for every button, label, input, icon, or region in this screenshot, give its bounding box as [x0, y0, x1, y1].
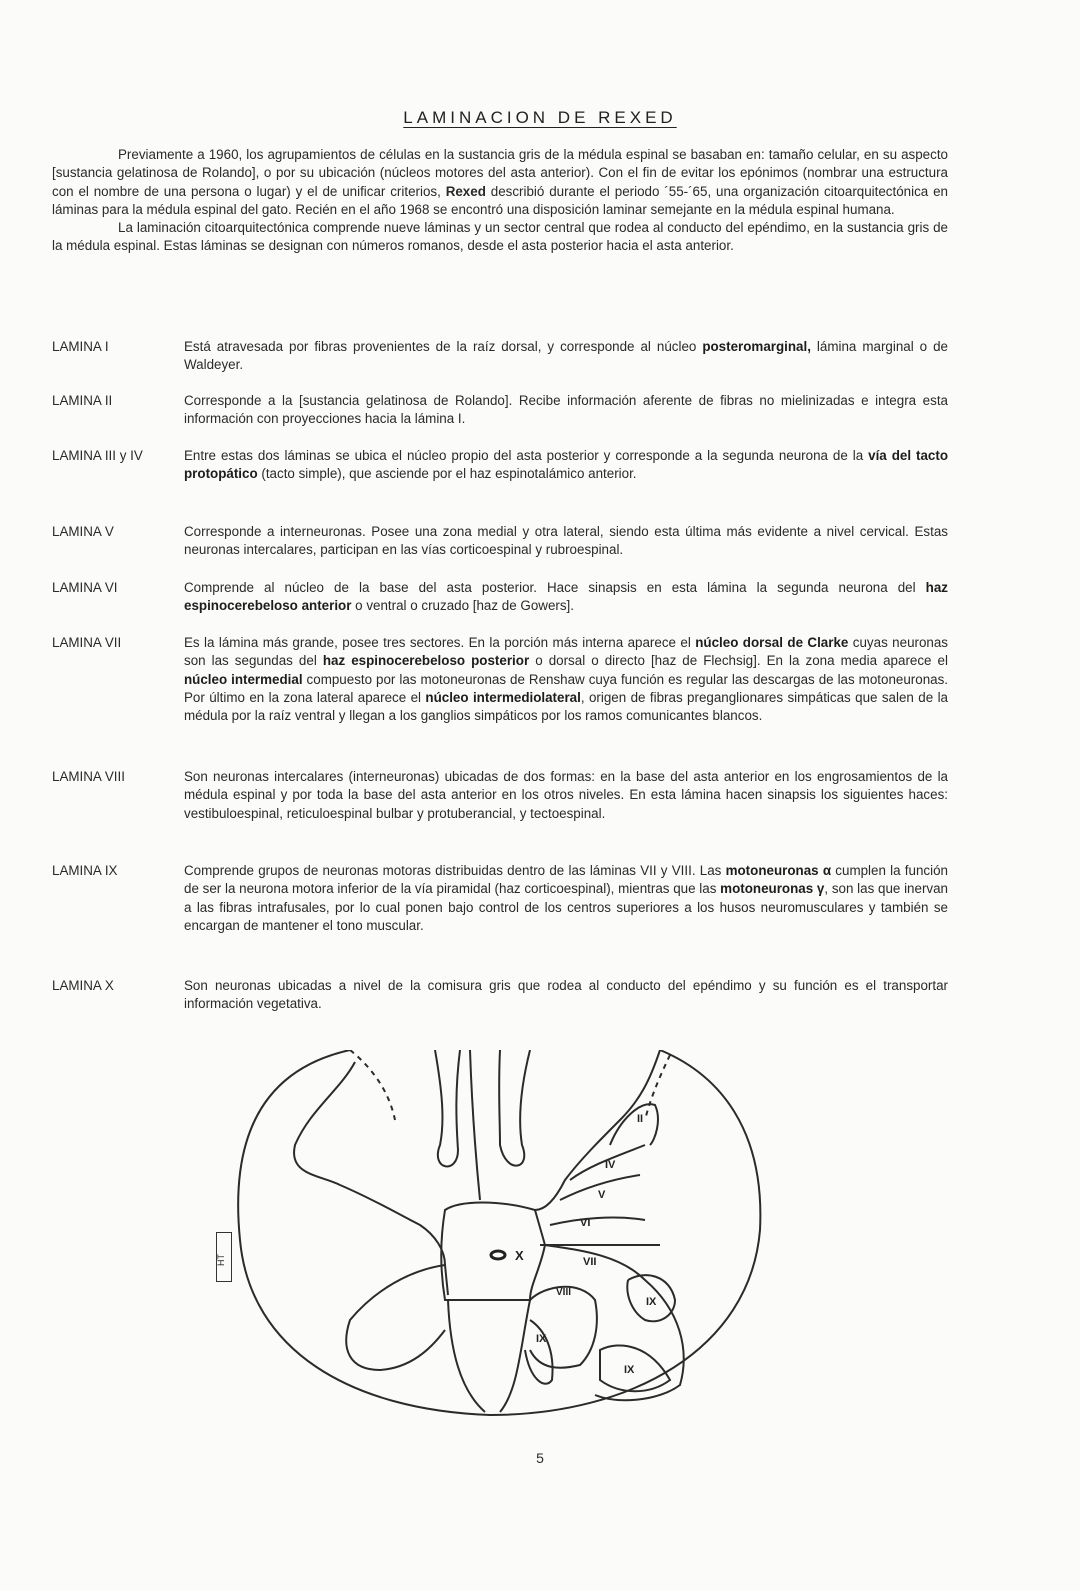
label-lamina-ii: II — [637, 1113, 644, 1125]
lamina-description: Entre estas dos láminas se ubica el núcleo propio del asta posterior y corresponde a la segunda neurona de la vía del tacto protopático (tacto simple), que asciende por el haz espinotalámico anterior. — [184, 448, 948, 482]
lamina-entry-7 — [52, 634, 948, 725]
intro-paragraph-2 — [52, 219, 948, 256]
lamina-description: Es la lámina más grande, posee tres sectores. En la porción más interna aparece el núcleo dorsal de Clarke cuyas neuronas son las segundas del haz espinocerebeloso posterior o dorsal o directo [haz de Flechsig]. En la zona media aparece el núcleo intermedial compuesto por las motoneuronas de Renshaw cuya función es regular las descargas de las motoneuronas. Por último en la zona lateral aparece el núcleo intermediolateral, origen de fibras preganglionares simpáticas que salen de la médula por la raíz ventral y llegan a los ganglios simpáticos por los ramos comunicantes blancos. — [184, 635, 949, 724]
lamina-ii-arc — [610, 1104, 658, 1145]
stamp-mark: HT — [216, 1232, 232, 1282]
label-lamina-viii: VIII — [556, 1287, 572, 1298]
right-ventral-horn — [545, 1245, 684, 1400]
label-lamina-vi: VI — [580, 1217, 591, 1229]
lamina-entry-6 — [52, 579, 948, 616]
label-lamina-v: V — [598, 1189, 606, 1201]
lamina-entry-8 — [52, 768, 948, 823]
page-number: 5 — [536, 1450, 544, 1466]
lamina-description: Comprende al núcleo de la base del asta posterior. Hace sinapsis en esta lámina la segunda neurona del haz espinocerebeloso anterior o ventral o cruzado [haz de Gowers]. — [184, 580, 948, 614]
intro-p1-b: describió durante el periodo ´55-´65, una organización citoarquitectónica en láminas para la médula espinal del gato. Recién en el año 1968 se encontró una disposición laminar semejante en la médula espinal humana. — [52, 183, 948, 217]
lamina-label: LAMINA VI — [52, 580, 118, 595]
lamina-entry-10 — [52, 977, 948, 1014]
lamina-label: LAMINA V — [52, 524, 114, 539]
lamina-label: LAMINA X — [52, 978, 114, 993]
intro-p1-a: Previamente a 1960, los agrupamientos de células en la sustancia gris de la médula espinal se basaban en: tamaño celular, en su aspecto [sustancia gelatinosa de Rolando], o por su ubicación (núcleos motores del asta anterior). Con el fin de evitar los epónimos (nombrar una estructura con el nombre de una persona o lugar) y el de unificar criterios, — [52, 147, 948, 199]
right-dorsal-horn — [535, 1050, 660, 1210]
lamina-label: LAMINA II — [52, 393, 113, 408]
central-canal — [491, 1251, 505, 1259]
label-lamina-iv: IV — [605, 1159, 616, 1171]
lamina-label: LAMINA VII — [52, 635, 122, 650]
label-lamina-ix-lateral: IX — [646, 1296, 657, 1308]
lamina-vi-boundary — [550, 1218, 645, 1225]
lamina-label: LAMINA I — [52, 339, 109, 354]
lamina-description: Corresponde a interneuronas. Posee una zona medial y otra lateral, siendo esta última más evidente a nivel cervical. Estas neuronas intercalares, participan en las vías corticoespinal y rubroespinal. — [184, 524, 948, 558]
lamina-entry-5 — [52, 523, 948, 560]
lamina-description: Son neuronas intercalares (interneuronas) ubicadas de dos formas: en la base del asta anterior en los engrosamientos de la médula espinal y por toda la base del asta anterior en los otros niveles. En esta lámina hacen sinapsis los siguientes haces: vestibuloespinal, reticuloespinal bulbar y protuberancial, y tectoespinal. — [184, 769, 948, 821]
label-lamina-vii: VII — [583, 1256, 597, 1268]
lamina-description: Son neuronas ubicadas a nivel de la comisura gris que rodea al conducto del epéndimo y su función es el transportar información vegetativa. — [184, 978, 948, 1012]
intro-p1-bold: Rexed — [445, 183, 486, 199]
right-posterior-median — [499, 1050, 530, 1166]
left-posterior-median — [435, 1050, 460, 1166]
left-dorsal-root-dashed — [350, 1050, 395, 1120]
lamina-label: LAMINA IX — [52, 863, 118, 878]
left-ventral-horn — [346, 1265, 445, 1370]
page-title: LAMINACION DE REXED — [403, 108, 677, 127]
left-dorsal-horn — [294, 1062, 448, 1295]
lamina-entry-9 — [52, 862, 948, 935]
lamina-entry-3 — [52, 447, 948, 484]
label-lamina-ix-medial: IX — [536, 1333, 547, 1345]
posterior-median-center — [470, 1050, 480, 1200]
intro-p2: La laminación citoarquitectónica comprende nueve láminas y un sector central que rodea al conducto del epéndimo, en la sustancia gris de la médula espinal. Estas láminas se designan con números romanos, desde el asta posterior hacia el asta anterior. — [52, 220, 948, 254]
lamina-label: LAMINA III y IV — [52, 448, 143, 463]
spinal-cord-cross-section-diagram — [200, 1050, 820, 1430]
lamina-description: Está atravesada por fibras provenientes de la raíz dorsal, y corresponde al núcleo posteromarginal, lámina marginal o de Waldeyer. — [184, 339, 948, 373]
ventral-gray — [448, 1300, 530, 1412]
lamina-entry-2 — [52, 392, 948, 429]
lamina-label: LAMINA VIII — [52, 769, 125, 784]
lamina-viii-region — [530, 1287, 597, 1368]
intro-text — [52, 146, 948, 256]
lamina-description: Comprende grupos de neuronas motoras distribuidas dentro de las láminas VII y VIII. Las motoneuronas α cumplen la función de ser la neurona motora inferior de la vía piramidal (haz corticoespinal), mientras que las motoneuronas γ, son las que inervan a las fibras intrafusales, por lo cual ponen bajo control de los centros superiores a los husos neuromusculares y también se encargan de mantener el tono muscular. — [184, 863, 949, 933]
label-lamina-x: X — [515, 1248, 524, 1263]
lamina-description: Corresponde a la [sustancia gelatinosa de Rolando]. Recibe información aferente de fibras no mielinizadas e integra esta información con proyecciones hacia la lámina I. — [184, 393, 948, 427]
intro-paragraph-1 — [52, 146, 948, 219]
lamina-ix-medial — [525, 1320, 553, 1384]
lamina-ix-ventral — [600, 1345, 670, 1391]
label-lamina-ix-ventral: IX — [624, 1364, 635, 1376]
lamina-entry-1 — [52, 338, 948, 375]
